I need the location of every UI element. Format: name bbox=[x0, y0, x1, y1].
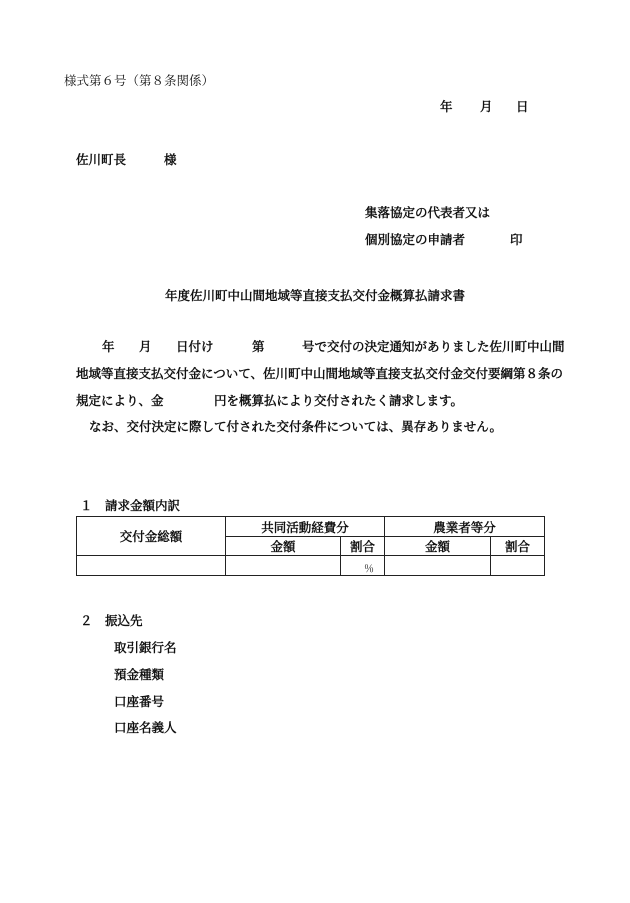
total-amount-cell bbox=[77, 556, 226, 576]
joint-amount-header: 金額 bbox=[226, 537, 341, 556]
body-line3-b: 円を概算払により交付されたく請求します。 bbox=[214, 393, 464, 408]
farmer-amount-header: 金額 bbox=[385, 537, 491, 556]
body-no: 第 bbox=[252, 339, 265, 354]
applicant-seal: 印 bbox=[510, 232, 523, 247]
deposit-type-label: 預金種類 bbox=[114, 667, 165, 682]
farmer-ratio-cell bbox=[491, 556, 545, 576]
account-holder-label: 口座名義人 bbox=[114, 720, 177, 735]
date-year: 年 bbox=[440, 99, 453, 114]
form-id: 様式第６号（第８条関係） bbox=[64, 73, 215, 88]
section1-title: １ 請求金額内訳 bbox=[80, 498, 181, 513]
account-number-label: 口座番号 bbox=[114, 694, 165, 709]
date-day: 日 bbox=[516, 99, 529, 114]
request-amount-table bbox=[76, 516, 545, 576]
date-month: 月 bbox=[480, 99, 493, 114]
body-line2: 地域等直接支払交付金について、佐川町中山間地域等直接支払交付金交付要綱第８条の bbox=[76, 366, 564, 381]
body-line1-rest: 号で交付の決定通知がありました佐川町中山間 bbox=[302, 339, 565, 354]
joint-ratio-cell: ％ bbox=[341, 556, 385, 576]
body-dated: 日付け bbox=[176, 339, 214, 354]
addressee-honorific: 様 bbox=[164, 152, 177, 167]
body-line3-a: 規定により、金 bbox=[76, 393, 164, 408]
body-line4: なお、交付決定に際して付された交付条件については、異存ありません。 bbox=[89, 419, 503, 434]
joint-activity-header: 共同活動経費分 bbox=[226, 517, 385, 537]
document-title: 年度佐川町中山間地域等直接支払交付金概算払請求書 bbox=[164, 288, 465, 303]
applicant-line2: 個別協定の申請者 bbox=[365, 232, 466, 247]
addressee-name: 佐川町長 bbox=[76, 152, 127, 167]
total-amount-header: 交付金総額 bbox=[77, 517, 226, 556]
farmer-amount-cell bbox=[385, 556, 491, 576]
body-month: 月 bbox=[139, 339, 152, 354]
joint-ratio-header: 割合 bbox=[341, 537, 385, 556]
body-year: 年 bbox=[102, 339, 115, 354]
farmer-ratio-header: 割合 bbox=[491, 537, 545, 556]
section2-title: ２ 振込先 bbox=[80, 613, 143, 628]
applicant-line1: 集落協定の代表者又は bbox=[365, 205, 491, 220]
joint-amount-cell bbox=[226, 556, 341, 576]
bank-name-label: 取引銀行名 bbox=[114, 640, 177, 655]
farmer-share-header: 農業者等分 bbox=[385, 517, 545, 537]
